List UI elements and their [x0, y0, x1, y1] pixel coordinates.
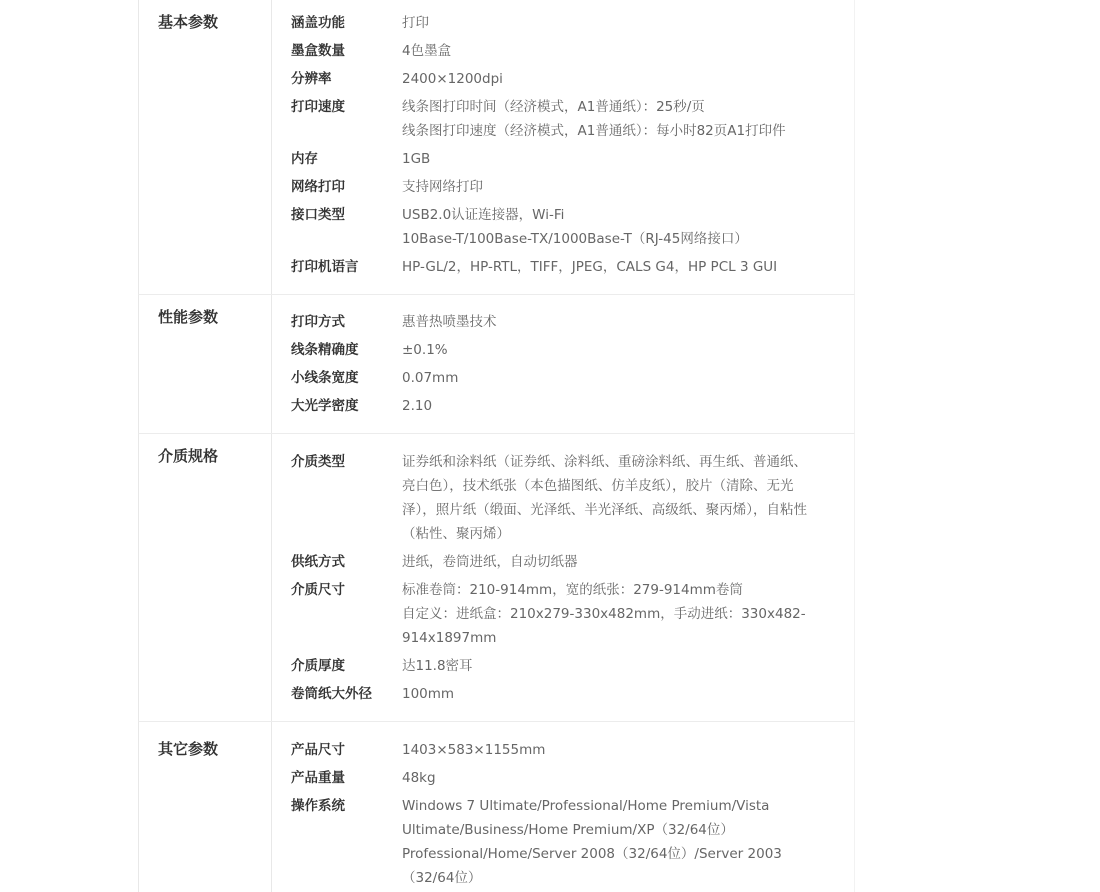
section-title: 性能参数 [139, 295, 272, 433]
spec-value [402, 766, 816, 790]
spec-value [402, 578, 816, 650]
spec-value [402, 794, 816, 890]
spec-label: 墨盒数量 [291, 43, 345, 59]
spec-label: 大光学密度 [291, 398, 359, 414]
spec-value-line: 0.07mm [402, 370, 459, 386]
spec-row [272, 338, 854, 362]
spec-value-line: 达11.8密耳 [402, 658, 473, 674]
spec-value-line: 2.10 [402, 398, 433, 414]
spec-row [272, 738, 854, 762]
spec-label: 产品尺寸 [291, 742, 345, 758]
spec-value [402, 203, 816, 251]
spec-row [272, 203, 854, 251]
spec-section-performance [138, 295, 855, 434]
spec-value-line: 支持网络打印 [402, 179, 483, 195]
spec-row [272, 366, 854, 390]
spec-label: 涵盖功能 [291, 15, 345, 31]
spec-label: 产品重量 [291, 770, 345, 786]
spec-value [402, 738, 816, 762]
spec-table [138, 0, 855, 892]
spec-value-line: 证券纸和涂料纸（证券纸、涂料纸、重磅涂料纸、再生纸、普通纸、亮白色），技术纸张（本色描图纸、仿羊皮纸），胶片（清除、无光泽），照片纸（缎面、光泽纸、半光泽纸、高级纸、聚丙烯），自粘性（粘性、聚丙烯） [402, 454, 807, 542]
spec-rows [272, 722, 854, 892]
section-title: 基本参数 [139, 0, 272, 294]
spec-value-line: 惠普热喷墨技术 [402, 314, 497, 330]
spec-value-line: 1GB [402, 151, 431, 167]
spec-value-line: 100mm [402, 686, 455, 702]
spec-row [272, 682, 854, 706]
spec-value [402, 310, 816, 334]
spec-value-line: 自定义：进纸盒：210x279-330x482mm，手动进纸：330x482-914x1897mm [402, 606, 806, 646]
spec-label: 内存 [291, 151, 318, 167]
spec-label: 操作系统 [291, 798, 345, 814]
spec-row [272, 175, 854, 199]
spec-value-line: 进纸，卷筒进纸，自动切纸器 [402, 554, 578, 570]
spec-row [272, 450, 854, 546]
spec-label: 卷筒纸大外径 [291, 686, 372, 702]
spec-value [402, 394, 816, 418]
spec-value-line: 线条图打印时间（经济模式，A1普通纸）：25秒/页 [402, 99, 705, 115]
spec-section-media [138, 434, 855, 722]
spec-value [402, 255, 816, 279]
spec-value [402, 11, 816, 35]
spec-value [402, 550, 816, 574]
spec-value-line: USB2.0认证连接器，Wi-Fi [402, 207, 565, 223]
spec-value [402, 147, 816, 171]
spec-rows [272, 295, 854, 433]
spec-row [272, 39, 854, 63]
spec-row [272, 654, 854, 678]
spec-value-line: 线条图打印速度（经济模式，A1普通纸）：每小时82页A1打印件 [402, 123, 786, 139]
spec-label: 打印机语言 [291, 259, 359, 275]
spec-value [402, 95, 816, 143]
spec-value [402, 654, 816, 678]
spec-value-line: 2400×1200dpi [402, 71, 503, 87]
spec-value-line: 打印 [402, 15, 429, 31]
spec-row [272, 255, 854, 279]
spec-row [272, 394, 854, 418]
spec-label: 介质类型 [291, 454, 345, 470]
spec-label: 小线条宽度 [291, 370, 359, 386]
spec-label: 分辨率 [291, 71, 332, 87]
spec-label: 接口类型 [291, 207, 345, 223]
spec-label: 介质厚度 [291, 658, 345, 674]
spec-row [272, 578, 854, 650]
spec-row [272, 11, 854, 35]
spec-row [272, 95, 854, 143]
spec-value-line: HP-GL/2，HP-RTL，TIFF，JPEG，CALS G4，HP PCL 3 GUI [402, 259, 778, 275]
spec-row [272, 310, 854, 334]
spec-value [402, 450, 816, 546]
spec-value-line: 标准卷筒：210-914mm，宽的纸张：279-914mm卷筒 [402, 582, 743, 598]
section-title: 介质规格 [139, 434, 272, 721]
spec-value-line: 1403×583×1155mm [402, 742, 546, 758]
spec-label: 介质尺寸 [291, 582, 345, 598]
spec-value [402, 338, 816, 362]
spec-value-line: 4色墨盒 [402, 43, 452, 59]
spec-row [272, 766, 854, 790]
spec-value-line: 10Base-T/100Base-TX/1000Base-T（RJ-45网络接口） [402, 231, 748, 247]
spec-value-line: ±0.1% [402, 342, 448, 358]
spec-label: 打印速度 [291, 99, 345, 115]
spec-row [272, 147, 854, 171]
spec-section-other [138, 722, 855, 892]
spec-label: 打印方式 [291, 314, 345, 330]
spec-row [272, 67, 854, 91]
spec-section-basic [138, 0, 855, 295]
spec-value [402, 366, 816, 390]
spec-row [272, 550, 854, 574]
spec-value [402, 682, 816, 706]
section-title: 其它参数 [139, 722, 272, 892]
spec-label: 线条精确度 [291, 342, 359, 358]
spec-rows [272, 434, 854, 721]
spec-label: 网络打印 [291, 179, 345, 195]
spec-rows [272, 0, 854, 294]
spec-value [402, 67, 816, 91]
spec-row [272, 794, 854, 890]
spec-value-line: Windows 7 Ultimate/Professional/Home Premium/Vista Ultimate/Business/Home Premium/XP（32/64位）Professional/Home/Server 2008（32/64位）/Server 2003（32/64位） [402, 798, 782, 886]
spec-value [402, 39, 816, 63]
spec-value [402, 175, 816, 199]
spec-label: 供纸方式 [291, 554, 345, 570]
spec-value-line: 48kg [402, 770, 436, 786]
